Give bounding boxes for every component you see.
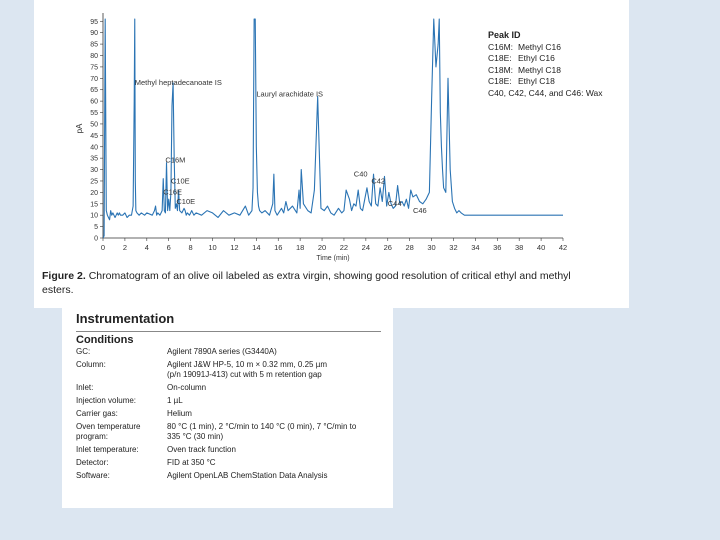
x-tick-label: 0 [100,243,106,252]
legend-desc: Ethyl C16 [518,53,555,64]
x-tick-label: 18 [295,243,305,252]
x-tick-label: 12 [230,243,239,252]
y-tick-label: 85 [90,41,98,49]
y-tick-label: 0 [94,235,98,243]
legend-code: C40, C42, C44, and C46: [488,87,586,98]
x-tick-label: 42 [558,243,568,252]
peak-id-legend [488,30,603,100]
peak-annotation: C40 [353,169,368,179]
y-tick-label: 95 [90,18,98,26]
condition-row [76,422,386,441]
x-tick-label: 16 [274,243,283,252]
condition-row [76,360,386,379]
x-tick-label: 28 [405,243,414,252]
condition-value: On-column [167,382,207,392]
condition-key: GC: [76,347,91,356]
legend-title: Peak ID [488,30,521,40]
instrumentation-title: Instrumentation [76,311,175,326]
legend-desc: Wax [585,87,603,98]
y-tick-label: 50 [90,121,98,129]
legend-desc: Methyl C18 [518,64,561,75]
peak-annotation: C42 [371,176,386,186]
condition-value: 80 °C (1 min), 2 °C/min to 140 °C (0 min), 7 °C/min to 335 °C (30 min) [167,422,357,441]
condition-value: Agilent 7890A series (G3440A) [167,347,277,356]
instrumentation-panel [62,308,393,508]
condition-value: Helium [167,408,192,418]
x-tick-label: 36 [493,243,502,252]
legend-row [488,88,603,100]
condition-key: Inlet temperature: [76,444,139,454]
condition-value: Oven track function [167,444,236,454]
peak-annotation: C44 [387,199,402,209]
y-tick-label: 75 [90,64,98,72]
y-tick-label: 55 [90,110,98,118]
x-tick-label: 30 [427,243,436,252]
figure-caption [42,269,582,297]
condition-row [76,347,386,357]
x-tick-label: 6 [166,243,171,252]
condition-key: Oven temperature program: [76,422,141,441]
condition-row [76,458,386,468]
x-tick-label: 32 [449,243,458,252]
legend-code: C18M: [488,64,514,75]
peak-annotation: C46 [412,205,427,215]
peak-annotation: C16M [165,155,186,165]
legend-desc: Ethyl C18 [518,76,555,87]
y-axis-label: pA [75,123,84,134]
condition-key: Software: [76,470,110,480]
x-tick-label: 2 [122,243,127,252]
y-tick-label: 40 [90,144,98,152]
x-tick-label: 14 [252,243,261,252]
y-tick-label: 15 [90,201,98,209]
condition-value: Agilent OpenLAB ChemStation Data Analysis [167,470,328,480]
peak-annotation: Lauryl arachidate IS [256,89,324,99]
y-tick-label: 70 [90,75,98,83]
legend-rows [488,42,603,100]
y-tick-label: 65 [90,87,98,95]
condition-row [76,396,386,406]
peak-annotation: C10E [170,176,190,186]
y-tick-label: 35 [90,155,98,163]
condition-key: Inlet: [76,382,94,392]
y-tick-label: 30 [90,167,98,175]
x-tick-label: 40 [536,243,546,252]
y-tick-label: 20 [90,189,98,197]
legend-code: C18E: [488,76,512,87]
y-tick-label: 5 [94,224,98,232]
condition-row [76,471,386,481]
condition-value: FID at 350 °C [167,457,216,467]
y-tick-label: 25 [90,178,98,186]
condition-row [76,383,386,393]
caption-text: Chromatogram of an olive oil labeled as extra virgin, showing good resolution of critical ethyl and methyl esters. [42,270,571,296]
legend-row [488,42,603,54]
x-tick-label: 10 [208,243,217,252]
condition-value: Agilent J&W HP-5, 10 m × 0.32 mm, 0.25 µm (p/n 19091J-413) cut with 5 m retention gap [167,360,327,379]
legend-code: C16M: [488,41,514,52]
y-tick-label: 10 [90,212,98,220]
x-tick-label: 34 [471,243,480,252]
chart-panel [34,0,629,308]
legend-row [488,76,603,88]
conditions-table [76,347,386,484]
condition-key: Detector: [76,457,109,467]
peak-annotation: C16E [163,187,183,197]
y-tick-label: 60 [90,98,98,106]
legend-row [488,53,603,65]
peak-annotation: Methyl heptadecanoate IS [134,78,222,88]
peak-annotation: C10E [176,196,196,206]
condition-row [76,409,386,419]
condition-value: 1 µL [167,395,183,405]
condition-key: Injection volume: [76,395,137,405]
x-tick-label: 26 [383,243,392,252]
caption-label: Figure 2. [42,270,86,282]
condition-key: Carrier gas: [76,408,118,418]
x-tick-label: 38 [515,243,524,252]
conditions-title: Conditions [76,334,134,346]
x-tick-label: 4 [144,243,149,252]
legend-code: C18E: [488,53,512,64]
x-tick-label: 20 [317,243,327,252]
x-tick-label: 22 [339,243,349,252]
title-divider [76,331,381,332]
legend-row [488,65,603,77]
legend-desc: Methyl C16 [518,41,561,52]
condition-row [76,445,386,455]
condition-key: Column: [76,360,106,370]
y-tick-label: 90 [90,30,98,38]
x-axis-label: Time (min) [316,255,350,262]
x-tick-label: 8 [188,243,193,252]
x-tick-label: 24 [361,243,371,252]
y-tick-label: 45 [90,132,98,140]
y-tick-label: 80 [90,53,98,60]
